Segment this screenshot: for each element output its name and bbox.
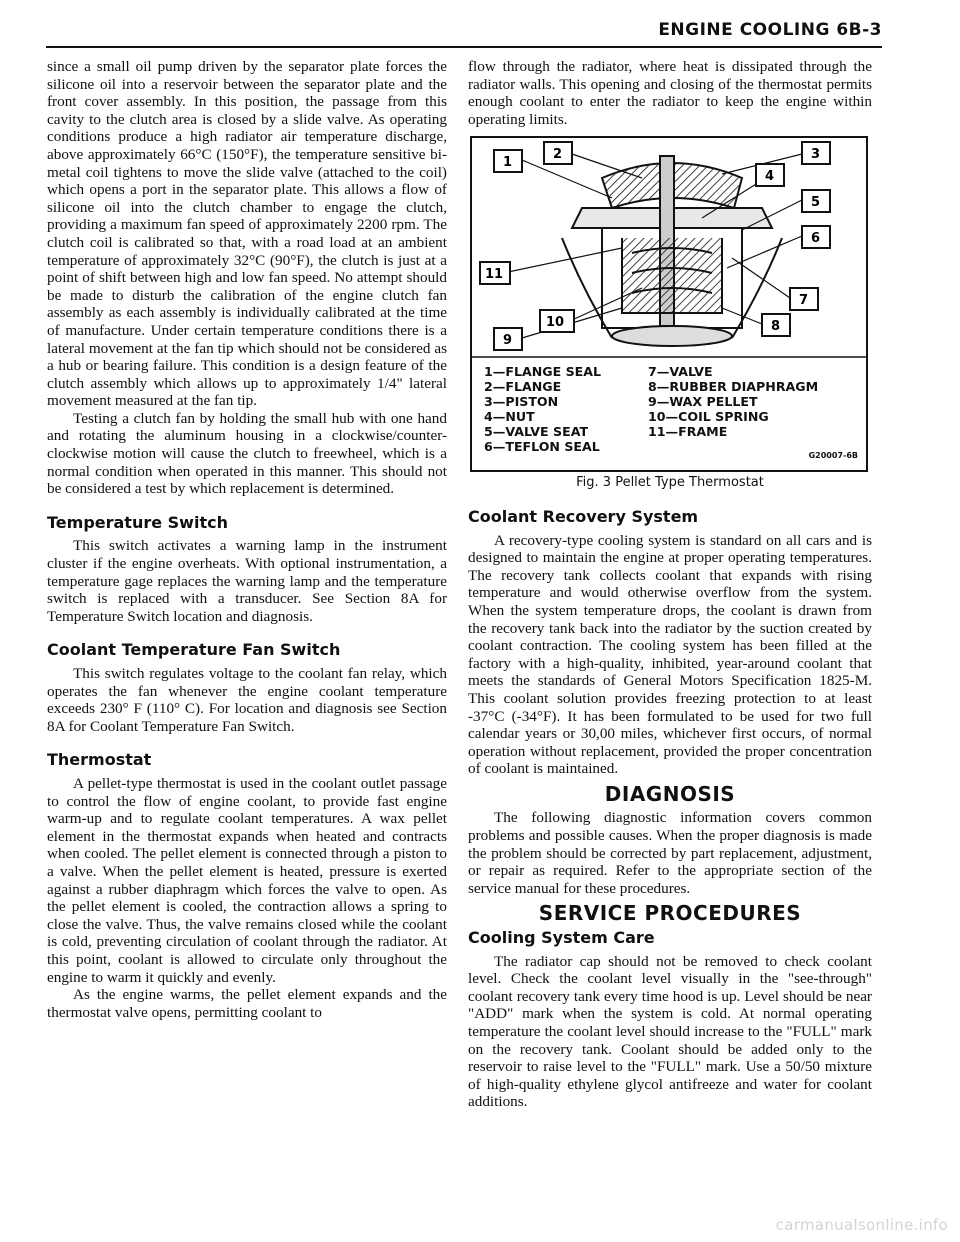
figure-caption: Fig. 3 Pellet Type Thermostat — [576, 475, 764, 491]
callout-9 — [494, 328, 522, 350]
legend-item: 8—RUBBER DIAPHRAGM — [648, 379, 819, 395]
thermostat-paragraph: A pellet-type thermostat is used in the coolant outlet passage to control the flow of engine coolant, to provide fast engine warm-up and to regulate coolant temperatures. A wax pellet element in the thermostat expands when heated and contracts when cooled. The pellet element is connected through a piston to a valve. When the pellet element is heated, pressure is exerted against a rubber diaphragm which forces the valve to open. As the pellet element is cooled, the contraction allows a spring to close the valve. Thus, the valve remains closed while the coolant is cold, preventing circulation of coolant through the radiator. At this point, coolant is allowed to circulate only throughout the engine to warm it quickly and evenly. — [47, 774, 447, 986]
page-header-title: ENGINE COOLING 6B-3 — [658, 20, 882, 40]
page-header — [46, 18, 882, 48]
svg-text:1: 1 — [503, 155, 513, 171]
svg-text:9: 9 — [503, 333, 513, 349]
callout-8 — [762, 314, 790, 336]
legend-right-column — [648, 364, 818, 439]
legend-item: 5—VALVE SEAT — [484, 424, 589, 440]
svg-text:6: 6 — [811, 231, 821, 247]
cooling-care-heading: Cooling System Care — [468, 928, 655, 948]
callout-3 — [802, 142, 830, 164]
svg-text:7: 7 — [799, 293, 809, 309]
diagnosis-paragraph: The following diagnostic information covers common problems and possible causes. When the proper diagnosis is made the problem should be corrected by part replacement, adjustment, or repair as required. Refer to the appropriate section of the service manual for these procedures. — [468, 809, 872, 897]
left-column — [47, 58, 447, 1021]
legend-item: 10—COIL SPRING — [648, 409, 769, 425]
thermostat-body — [562, 156, 782, 346]
figure-code: G20007-6B — [808, 450, 858, 460]
callout-5 — [802, 190, 830, 212]
cooling-care-paragraph: The radiator cap should not be removed to check coolant level. Check the coolant level visually in the "see-through" coolant recovery tank every time hood is up. Level should be near "ADD" mark when the system is cold. At normal operating temperature the coolant level should increase to the "FULL" mark on the recovery tank. Coolant should be added only to the reservoir to raise level to the "FULL" mark. Use a 50/50 mixture of high-quality ethylene glycol antifreeze and water for coolant additions. — [468, 952, 872, 1111]
svg-text:11: 11 — [485, 267, 504, 283]
fan-clutch-paragraph: since a small oil pump driven by the separator plate forces the silicone oil into a reservoir between the separator plate and the front cover assembly. In this position, the passage from this cavity to the clutch area is closed by a slide valve. As operating conditions produce a high radiator air temperature discharge, above approximately 66°C (150°F), the temperature sensitive bi-metal coil tightens to move the slide valve (attached to the coil) which opens a port in the separator plate. This allows a flow of silicone oil into the clutch chamber to engage the clutch, providing a maximum fan speed of approximately 2200 rpm. The clutch coil is calibrated so that, with a road load at an ambient temperature of approximately 32°C (90°F), the clutch is just at a point of shift between high and low fan speed. No attempt should be made to disturb the calibration of the engine clutch fan assembly as each assembly is individually calibrated at the time of manufacture. Under certain temperature conditions there is a lateral movement at the fan tip which should not be considered as a hub or bearing failure. This condition is a design feature of the clutch assembly which allows up to approximately 1/4" lateral movement measured at the fan tip. — [47, 58, 447, 410]
svg-text:10: 10 — [546, 315, 565, 331]
radiator-flow-paragraph: flow through the radiator, where heat is dissipated through the radiator walls. This opening and closing of the thermostat permits enough coolant to enter the radiator to keep the engine within operating limits. — [468, 58, 872, 128]
svg-text:8: 8 — [771, 319, 781, 335]
thermostat-figure — [470, 136, 868, 472]
svg-text:5: 5 — [811, 195, 821, 211]
fan-switch-paragraph: This switch regulates voltage to the coolant fan relay, which operates the fan whenever the engine coolant temperature exceeds 230° F (110° C). For location and diagnosis see Section 8A for Coolant Temperature Fan Switch. — [47, 665, 447, 735]
legend-item: 2—FLANGE — [484, 379, 562, 395]
thermostat-diagram — [472, 138, 866, 358]
legend-item: 3—PISTON — [484, 394, 559, 410]
legend-item: 4—NUT — [484, 409, 535, 425]
diagnosis-heading: DIAGNOSIS — [604, 781, 736, 806]
service-procedures-heading: SERVICE PROCEDURES — [538, 901, 802, 926]
callout-1 — [494, 150, 522, 172]
thermostat-warm-paragraph: As the engine warms, the pellet element expands and the thermostat valve opens, permitting coolant to — [47, 986, 447, 1021]
fan-switch-heading: Coolant Temperature Fan Switch — [47, 640, 341, 660]
svg-text:4: 4 — [765, 169, 775, 185]
legend-item: 9—WAX PELLET — [648, 394, 758, 410]
legend-item: 11—FRAME — [648, 424, 728, 440]
legend-item: 6—TEFLON SEAL — [484, 439, 600, 455]
svg-text:3: 3 — [811, 147, 821, 163]
watermark: carmanualsonline.info — [775, 1216, 948, 1234]
legend-left-column — [484, 364, 601, 454]
fan-clutch-test-paragraph: Testing a clutch fan by holding the small hub with one hand and rotating the aluminum housing in a clockwise/counter-clockwise motion will cause the clutch to freewheel, which is a normal condition when operated in this manner. This should not be considered a test by which replacement is determined. — [47, 409, 447, 498]
legend-item: 7—VALVE — [648, 364, 713, 380]
callout-10 — [540, 310, 574, 332]
temperature-switch-heading: Temperature Switch — [47, 512, 228, 532]
temperature-switch-paragraph: This switch activates a warning lamp in the instrument cluster if the engine overheats. With optional instrumentation, a temperature gage replaces the warning lamp and the temperature switch is replaced with a transducer. See Section 8A for Temperature Switch location and diagnosis. — [47, 537, 447, 625]
recovery-system-heading: Coolant Recovery System — [468, 506, 699, 526]
callout-7 — [790, 288, 818, 310]
svg-text:2: 2 — [553, 147, 563, 163]
thermostat-heading: Thermostat — [47, 750, 152, 770]
callout-6 — [802, 226, 830, 248]
callout-4 — [756, 164, 784, 186]
legend-item: 1—FLANGE SEAL — [484, 364, 602, 380]
right-column — [468, 58, 872, 1111]
callout-2 — [544, 142, 572, 164]
callout-11 — [480, 262, 510, 284]
recovery-system-paragraph: A recovery-type cooling system is standard on all cars and is designed to maintain the engine at proper operating temperatures. The recovery tank collects coolant that expands with rising temperature and would otherwise overflow from the system. When the system temperature drops, the coolant is drawn from the recovery tank back into the radiator by the suction created by coolant contraction. The cooling system has been filled at the factory with a high-quality, inhibited, year-around coolant that meets the standards of General Motors Specification 1825-M. This coolant solution provides freezing protection to at least -37°C (-34°F). It has been formulated to be used for two full calendar years or 30,00 miles, whichever first occurs, of normal operation without replacement, provided the proper concentration of coolant is maintained. — [468, 531, 872, 778]
